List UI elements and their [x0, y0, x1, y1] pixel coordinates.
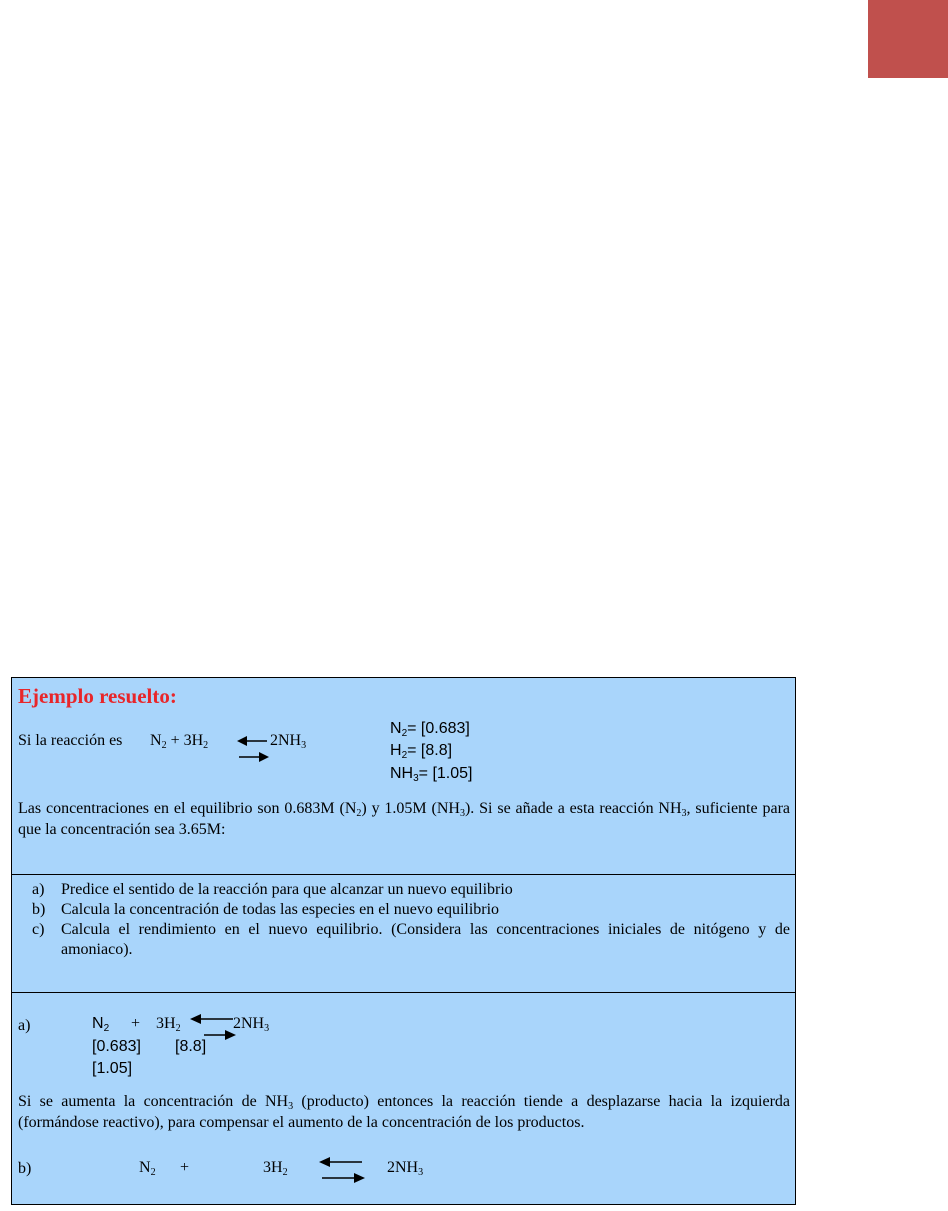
eq2-n2-sub: 2: [103, 1023, 110, 1034]
eq3-h2-sub: 2: [282, 1167, 288, 1178]
eq3-nh3-sub: 3: [418, 1167, 424, 1178]
reaction-intro: Si la reacción es: [18, 732, 123, 749]
conc-n2-label: N: [390, 720, 402, 737]
corner-tab: [868, 0, 948, 78]
val-n2: [0.683]: [92, 1038, 141, 1055]
conc-nh3: [390, 765, 473, 783]
eq3-n2-sub: 2: [150, 1167, 156, 1178]
question-text: Calcula el rendimiento en el nuevo equilibrio. (Considera las concentraciones iniciales de nitógeno y de amoniaco).: [61, 921, 790, 958]
nh3-symbol: 2NH: [270, 732, 302, 749]
eq2-nh3-sub: 3: [264, 1023, 270, 1034]
solution-a-marker: a): [18, 1017, 31, 1034]
conc-nh3-value: = [1.05]: [418, 765, 473, 782]
solution-b-marker: b): [18, 1160, 32, 1177]
conc-h2-value: = [8.8]: [407, 742, 453, 759]
conc-nh3-sub: 3: [413, 773, 419, 784]
eq3-h2: [263, 1159, 288, 1177]
example-title: Ejemplo resuelto:: [18, 684, 177, 708]
question-marker: c): [32, 921, 45, 938]
para1-sub-c: 3: [681, 808, 687, 819]
conc-n2-value: = [0.683]: [407, 720, 470, 737]
problem-paragraph: [18, 798, 790, 840]
equilibrium-arrows-icon: [237, 732, 271, 766]
problem-statement-section: [12, 678, 795, 875]
eq2-plus: +: [131, 1015, 141, 1032]
conc-nh3-label: NH: [390, 765, 414, 782]
solution-section: [12, 993, 795, 1204]
n2-symbol: N: [150, 732, 162, 749]
val-h2: [8.8]: [175, 1038, 207, 1055]
conc-h2-sub: 2: [401, 750, 408, 761]
solution-paragraph: [18, 1091, 790, 1133]
question-item: [18, 920, 790, 960]
para1-part-a: Las concentraciones en el equilibrio son 0.683M (N: [18, 800, 357, 817]
eq3-nh3: [387, 1159, 423, 1177]
para2-part-a: Si se aumenta la concentración de NH: [18, 1093, 289, 1110]
para1-part-c: ). Si se añade a esta reacción NH: [464, 800, 682, 817]
val-nh3: [1.05]: [92, 1060, 133, 1077]
conc-h2-label: H: [390, 742, 402, 759]
eq2-n2-symbol: N: [92, 1015, 104, 1032]
reaction-equation-1: [150, 732, 208, 750]
nh3-subscript: 3: [301, 740, 307, 751]
question-marker: a): [32, 881, 45, 898]
para1-part-d: , suficiente para que la concentración sea 3.65M:: [18, 800, 790, 838]
n2-subscript: 2: [161, 740, 167, 751]
eq3-plus: +: [180, 1159, 190, 1176]
eq3-nh3-symbol: 2NH: [387, 1159, 419, 1176]
question-text: Predice el sentido de la reacción para que alcanzar un nuevo equilibrio: [61, 881, 513, 898]
eq3-n2-symbol: N: [139, 1159, 151, 1176]
para2-part-b: (producto) entonces la reacción tiende a desplazarse hacia la izquierda (formándose reactivo), para compensar el aumento de la concentración de los productos.: [18, 1093, 791, 1131]
h2-subscript: 2: [203, 740, 209, 751]
conc-h2: [390, 742, 452, 760]
conc-n2: [390, 720, 470, 738]
equilibrium-arrows-icon: [319, 1156, 365, 1186]
question-text: Calcula la concentración de todas las especies en el nuevo equilibrio: [61, 901, 500, 918]
para2-sub-a: 3: [288, 1101, 294, 1112]
question-marker: b): [32, 901, 46, 918]
question-item: [18, 880, 790, 900]
para1-sub-b: 3: [459, 808, 465, 819]
question-list: [18, 880, 790, 960]
para1-sub-a: 2: [356, 808, 362, 819]
nh3-product-1: [270, 732, 306, 750]
h2-term: + 3H: [170, 732, 204, 749]
conc-n2-sub: 2: [401, 728, 408, 739]
para1-part-b: ) y 1.05M (NH: [361, 800, 460, 817]
eq2-nh3: [233, 1015, 269, 1033]
eq2-n2: [92, 1015, 109, 1033]
eq3-h2-symbol: 3H: [263, 1159, 283, 1176]
eq2-nh3-symbol: 2NH: [233, 1015, 265, 1032]
question-item: [18, 900, 790, 920]
eq3-n2: [139, 1159, 156, 1177]
questions-section: [12, 875, 795, 993]
eq2-h2-symbol: 3H: [156, 1015, 176, 1032]
eq2-h2-sub: 2: [175, 1023, 181, 1034]
solved-example-box: [11, 677, 796, 1205]
eq2-h2: [156, 1015, 181, 1033]
